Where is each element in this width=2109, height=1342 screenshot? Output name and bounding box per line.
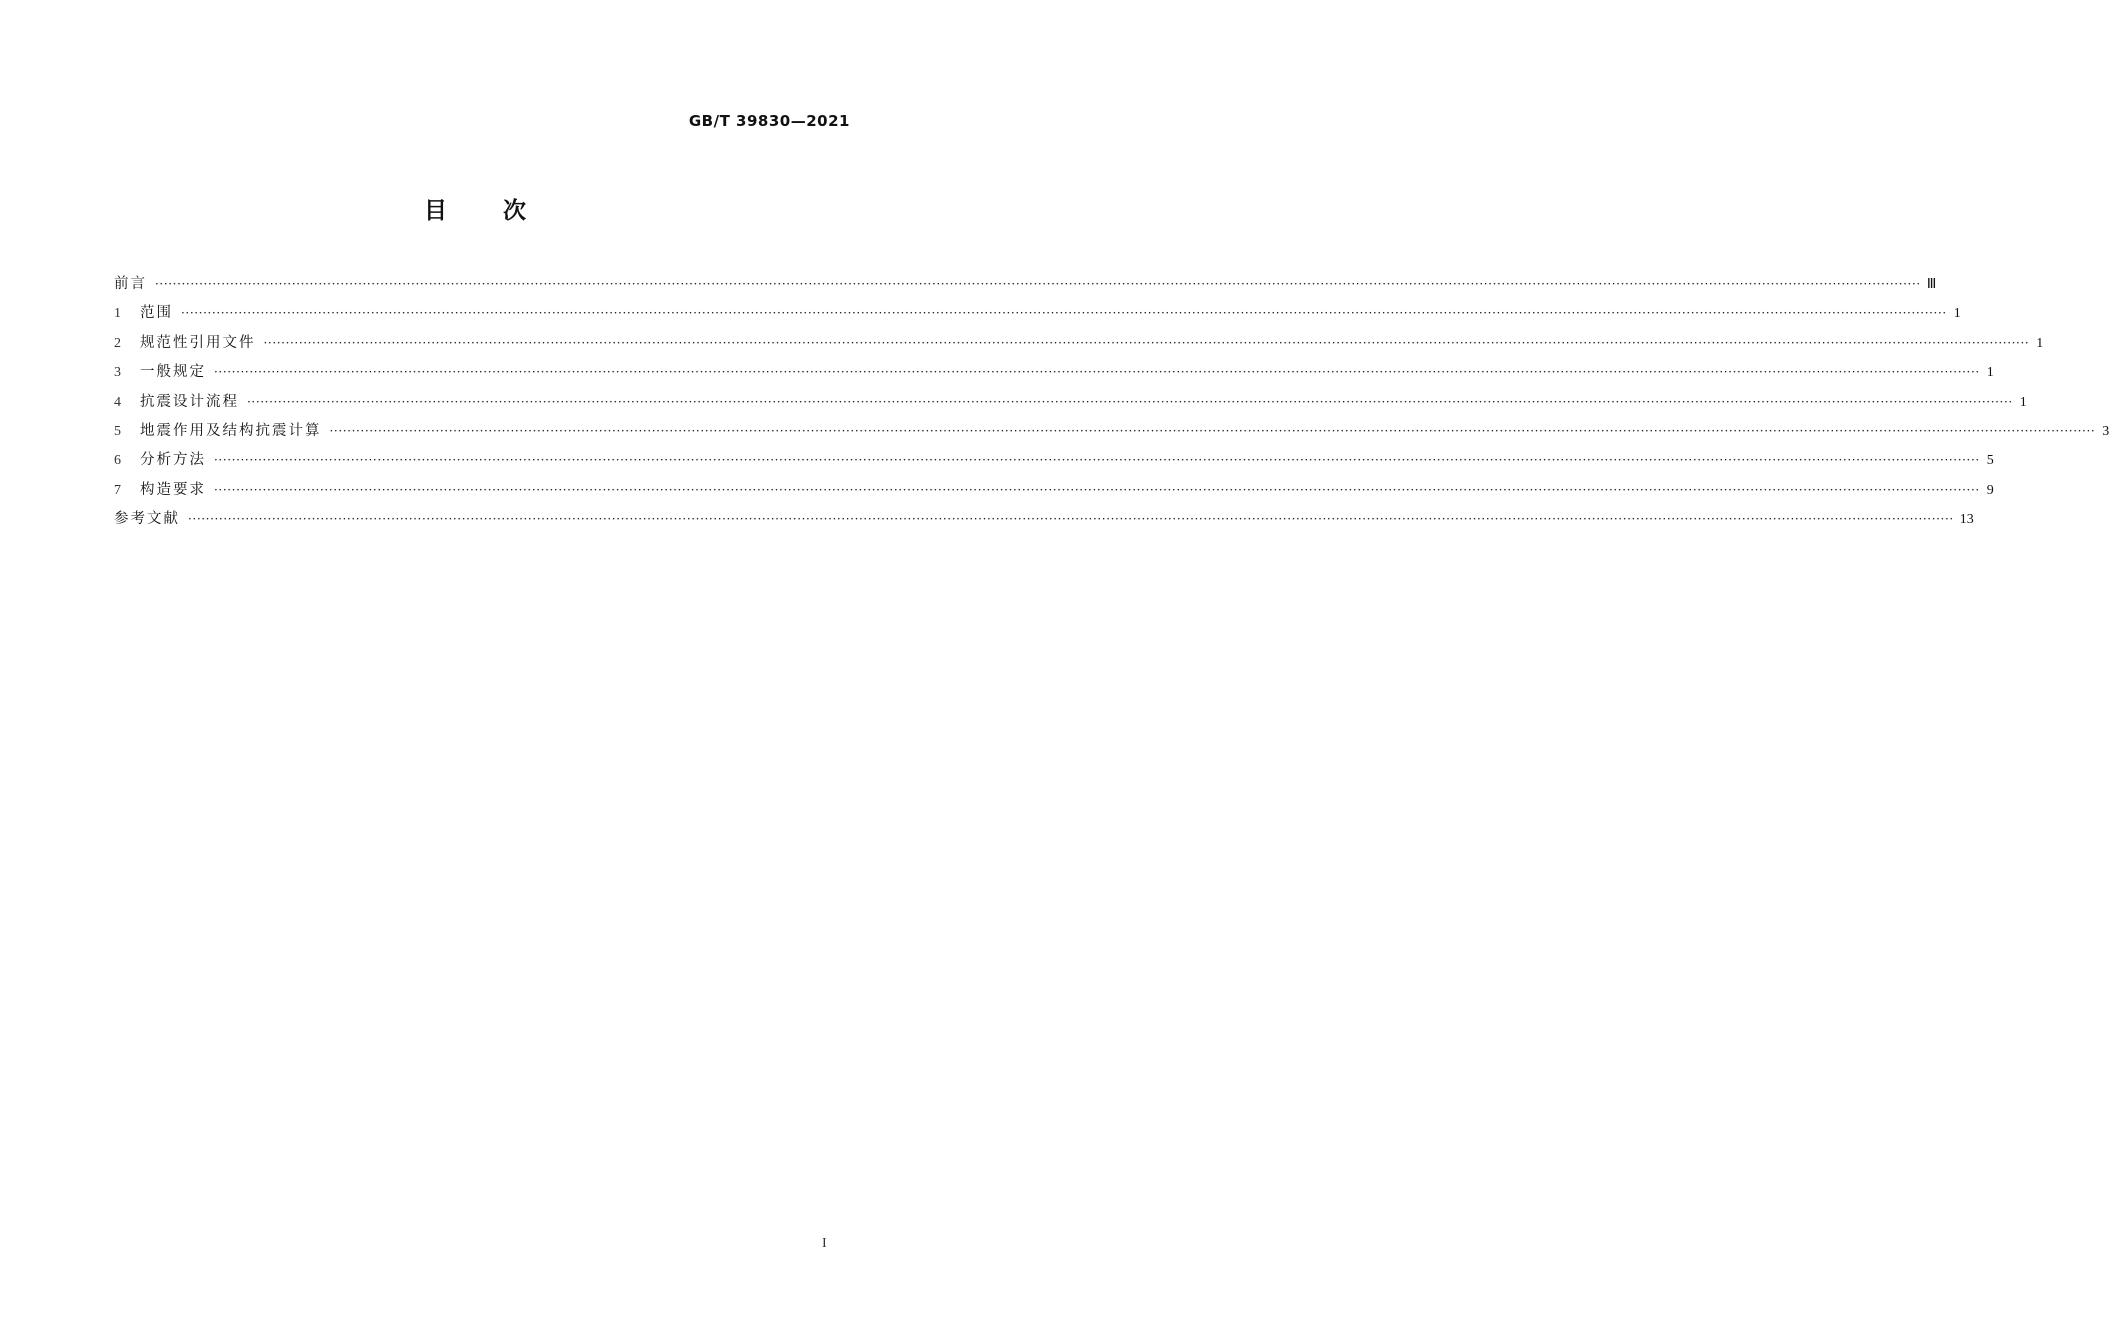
page-title: 目次 [424,198,582,224]
toc-leader-dots: ················································································································································································································································································································································································································ [214,365,1980,380]
toc-entry-label: 抗震设计流程 [140,393,239,410]
toc-entry-number: 3 [114,365,121,381]
toc-leader-dots: ················································································································································································································································································································································································································ [181,306,1947,321]
toc-entry-page: 13 [1959,512,1974,528]
standard-number: GB/T 39830—2021 [688,112,850,130]
toc-leader-dots: ················································································································································································································································································································································································································ [329,423,2096,438]
toc-leader-dots: ················································································································································································································································································································································································································ [214,482,1980,497]
toc-entry-number: 7 [114,482,121,498]
toc-entry-page: 1 [2019,394,2027,410]
toc-entry-number: 4 [114,394,121,410]
toc-entry-number: 1 [114,306,121,322]
toc-entry-label: 分析方法 [140,452,206,469]
toc-entry-seismic-design-process[interactable] [114,388,2027,417]
toc-entry-page: 5 [1986,453,1994,469]
toc-entry-number: 2 [114,335,121,351]
toc-leader-dots: ················································································································································································································································································································································································································ [155,277,1921,291]
toc-entry-preface[interactable] [114,270,1937,299]
toc-leader-dots: ················································································································································································································································································································································································································ [188,512,1954,527]
page-number: I [822,1236,827,1251]
toc-entry-page: Ⅲ [1926,277,1937,292]
toc-entry-scope[interactable] [114,299,1961,328]
toc-entry-label: 地震作用及结构抗震计算 [140,422,322,439]
toc-entry-label: 参考文献 [114,511,180,528]
toc-entry-label: 一般规定 [140,364,206,381]
toc-entry-page: 1 [2036,335,2044,351]
toc-entry-page: 9 [1986,482,1994,498]
toc-entry-seismic-action[interactable] [114,417,2109,446]
toc-leader-dots: ················································································································································································································································································································································································································ [247,394,2013,409]
toc-leader-dots: ················································································································································································································································································································································································································ [214,453,1980,468]
toc-entry-bibliography[interactable] [114,505,1974,534]
toc-leader-dots: ················································································································································································································································································································································································································ [263,335,2030,350]
toc-entry-page: 3 [2102,423,2109,439]
toc-entry-normative-references[interactable] [114,329,2044,358]
toc-entry-label: 构造要求 [140,481,206,498]
toc-entry-label: 前言 [114,276,147,292]
toc-entry-number: 6 [114,453,121,469]
toc-entry-number: 5 [114,423,121,439]
toc-entry-page: 1 [1986,365,1994,381]
toc-entry-label: 规范性引用文件 [140,334,256,351]
toc-entry-label: 范围 [140,305,173,322]
toc-entry-general-provisions[interactable] [114,358,1994,387]
table-of-contents [114,270,2109,535]
toc-entry-analysis-methods[interactable] [114,446,1994,475]
toc-entry-page: 1 [1953,306,1961,322]
toc-entry-detailing-requirements[interactable] [114,476,1994,505]
